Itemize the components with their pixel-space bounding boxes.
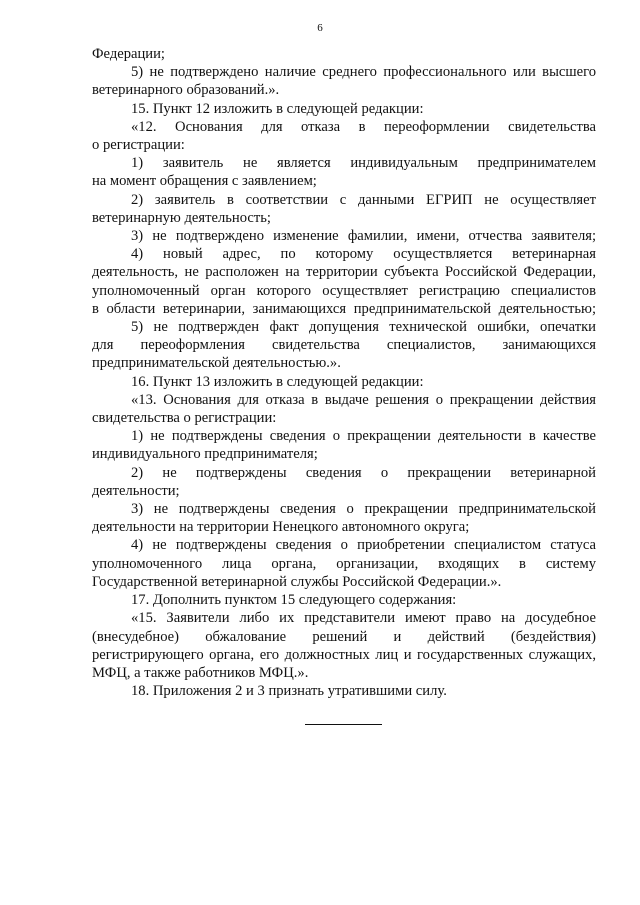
text-line: 5) не подтверждено наличие среднего профессионального или высшего [131,64,596,81]
text-line: 4) не подтверждены сведения о приобретении специалистом статуса [131,537,596,554]
text-line: для переоформления свидетельства специалистов, занимающихся [92,337,596,354]
text-line: деятельность, не расположен на территории субъекта Российской Федерации, [92,264,596,281]
text-line: «12. Основания для отказа в переоформлении свидетельства [131,118,596,135]
text-line: 5) не подтвержден факт допущения технической ошибки, опечатки [131,319,596,336]
text-line: о регистрации: [92,137,185,154]
text-line: уполномоченного лица органа, организации, входящих в систему [92,555,596,572]
text-line: регистрирующего органа, его должностных лиц и государственных служащих, [92,646,596,663]
text-line: 4) новый адрес, по которому осуществляется ветеринарная [131,246,596,263]
text-line: 1) заявитель не является индивидуальным предпринимателем [131,155,596,172]
end-rule [305,724,382,725]
text-line: индивидуального предпринимателя; [92,446,318,463]
text-line: уполномоченный орган которого осуществляет регистрацию специалистов [92,282,596,299]
text-line: предпринимательской деятельностью.». [92,355,341,372]
text-line: свидетельства о регистрации: [92,410,277,427]
text-line: 16. Пункт 13 изложить в следующей редакции: [131,373,424,390]
text-line: в области ветеринарии, занимающихся предпринимательской деятельностью; [92,300,596,317]
text-line: «13. Основания для отказа в выдаче решения о прекращении действия [131,391,596,408]
text-line: МФЦ, а также работников МФЦ.». [92,664,309,681]
text-line: Государственной ветеринарной службы Российской Федерации.». [92,573,502,590]
text-line: на момент обращения с заявлением; [92,173,317,190]
text-line: деятельности на территории Ненецкого автономного округа; [92,519,470,536]
text-line: 1) не подтверждены сведения о прекращении деятельности в качестве [131,428,596,445]
page-number: 6 [317,22,323,34]
text-line: ветеринарного образований.». [92,82,280,99]
text-line: 2) не подтверждены сведения о прекращении ветеринарной [131,464,596,481]
text-line: деятельности; [92,482,180,499]
text-line: 2) заявитель в соответствии с данными ЕГРИП не осуществляет [131,191,596,208]
document-body [92,45,596,700]
text-line: Федерации; [92,46,165,62]
text-line: 15. Пункт 12 изложить в следующей редакции: [131,100,424,117]
text-line: «15. Заявители либо их представители имеют право на досудебное [131,610,596,627]
text-line: 3) не подтверждено изменение фамилии, имени, отчества заявителя; [131,228,596,245]
text-line: 17. Дополнить пунктом 15 следующего содержания: [131,592,457,609]
text-line: ветеринарную деятельность; [92,209,271,226]
text-line: 18. Приложения 2 и 3 признать утратившими силу. [131,683,447,700]
text-line: (внесудебное) обжалование решений и действий (бездействия) [92,628,596,645]
text-line: 3) не подтверждены сведения о прекращении предпринимательской [131,501,596,518]
